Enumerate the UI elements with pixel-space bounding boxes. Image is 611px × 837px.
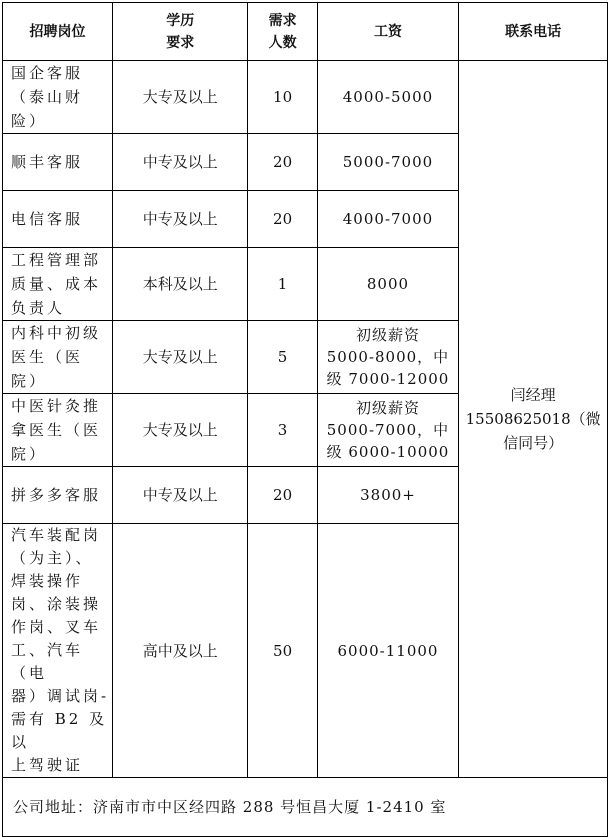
headcount-cell: 20 — [248, 134, 317, 191]
education-cell: 中专及以上 — [113, 191, 248, 248]
header-salary: 工资 — [317, 3, 459, 61]
education-cell: 大专及以上 — [113, 394, 248, 467]
position-line: 作岗、叉车 — [11, 618, 102, 636]
position-line: 顺丰客服 — [11, 153, 84, 171]
position-line: 国企客服 — [11, 64, 84, 82]
salary-cell: 4000-5000 — [317, 61, 459, 134]
position-line: 拿医生（医 — [11, 421, 102, 439]
position-line: 质量、成本 — [11, 275, 102, 293]
salary-line: 5000-7000，中 — [326, 421, 450, 439]
header-contact: 联系电话 — [459, 3, 608, 61]
position-cell — [3, 61, 113, 134]
position-line: 工、汽车（电 — [11, 641, 84, 682]
position-cell — [3, 321, 113, 394]
education-cell: 本科及以上 — [113, 248, 248, 321]
salary-cell — [317, 321, 459, 394]
education-cell: 大专及以上 — [113, 61, 248, 134]
headcount-cell: 20 — [248, 467, 317, 524]
contact-line: 15508625018（微 — [465, 410, 601, 428]
salary-line: 级 7000-12000 — [326, 370, 450, 388]
education-cell: 中专及以上 — [113, 134, 248, 191]
position-line: 内科中初级 — [11, 324, 102, 342]
contact-line: 闫经理 — [510, 386, 556, 404]
salary-line: 级 6000-10000 — [326, 443, 450, 461]
contact-cell — [459, 61, 608, 778]
position-cell — [3, 467, 113, 524]
education-cell: 中专及以上 — [113, 467, 248, 524]
position-line: 险） — [11, 112, 48, 130]
header-headcount-line: 人数 — [268, 34, 297, 51]
position-line: 器）调试岗- — [11, 687, 110, 705]
salary-cell: 5000-7000 — [317, 134, 459, 191]
position-cell — [3, 394, 113, 467]
headcount-cell: 50 — [248, 524, 317, 778]
company-address: 公司地址：济南市市中区经四路 288 号恒昌大厦 1-2410 室 — [3, 778, 608, 837]
position-line: 上驾驶证 — [11, 756, 84, 774]
position-cell — [3, 134, 113, 191]
header-headcount-line: 需求 — [268, 12, 297, 29]
education-cell: 高中及以上 — [113, 524, 248, 778]
position-line: 汽车装配岗 — [11, 526, 102, 544]
position-line: 焊装操作 — [11, 572, 84, 590]
header-education — [113, 3, 248, 61]
salary-line: 初级薪资 — [355, 399, 420, 417]
position-cell — [3, 524, 113, 778]
position-line: 中医针灸推 — [11, 397, 102, 415]
salary-cell — [317, 394, 459, 467]
salary-line: 初级薪资 — [355, 326, 420, 344]
salary-line: 5000-8000，中 — [326, 348, 450, 366]
contact-line: 信同号） — [503, 434, 564, 452]
header-education-line: 学历 — [166, 12, 195, 29]
position-cell — [3, 248, 113, 321]
recruitment-table — [2, 2, 608, 837]
position-line: （泰山财 — [11, 88, 84, 106]
headcount-cell: 3 — [248, 394, 317, 467]
footer-row — [3, 778, 608, 837]
headcount-cell: 20 — [248, 191, 317, 248]
salary-cell: 6000-11000 — [317, 524, 459, 778]
table-row — [3, 61, 608, 134]
position-line: 需有 B2 及以 — [11, 710, 108, 751]
position-line: 电信客服 — [11, 210, 84, 228]
headcount-cell: 10 — [248, 61, 317, 134]
position-line: 医生（医院） — [11, 348, 84, 390]
headcount-cell: 5 — [248, 321, 317, 394]
position-line: 拼多多客服 — [11, 486, 102, 504]
salary-cell: 4000-7000 — [317, 191, 459, 248]
position-line: （为主）、 — [11, 549, 94, 567]
header-headcount — [248, 3, 317, 61]
salary-cell: 3800+ — [317, 467, 459, 524]
position-cell — [3, 191, 113, 248]
header-education-line: 要求 — [166, 34, 195, 51]
education-cell: 大专及以上 — [113, 321, 248, 394]
recruitment-sheet — [2, 2, 608, 837]
position-line: 工程管理部 — [11, 251, 102, 269]
headcount-cell: 1 — [248, 248, 317, 321]
position-line: 院） — [11, 445, 48, 463]
position-line: 负责人 — [11, 299, 66, 317]
position-line: 岗、涂装操 — [11, 595, 102, 613]
header-row — [3, 3, 608, 61]
header-position: 招聘岗位 — [3, 3, 113, 61]
salary-cell: 8000 — [317, 248, 459, 321]
